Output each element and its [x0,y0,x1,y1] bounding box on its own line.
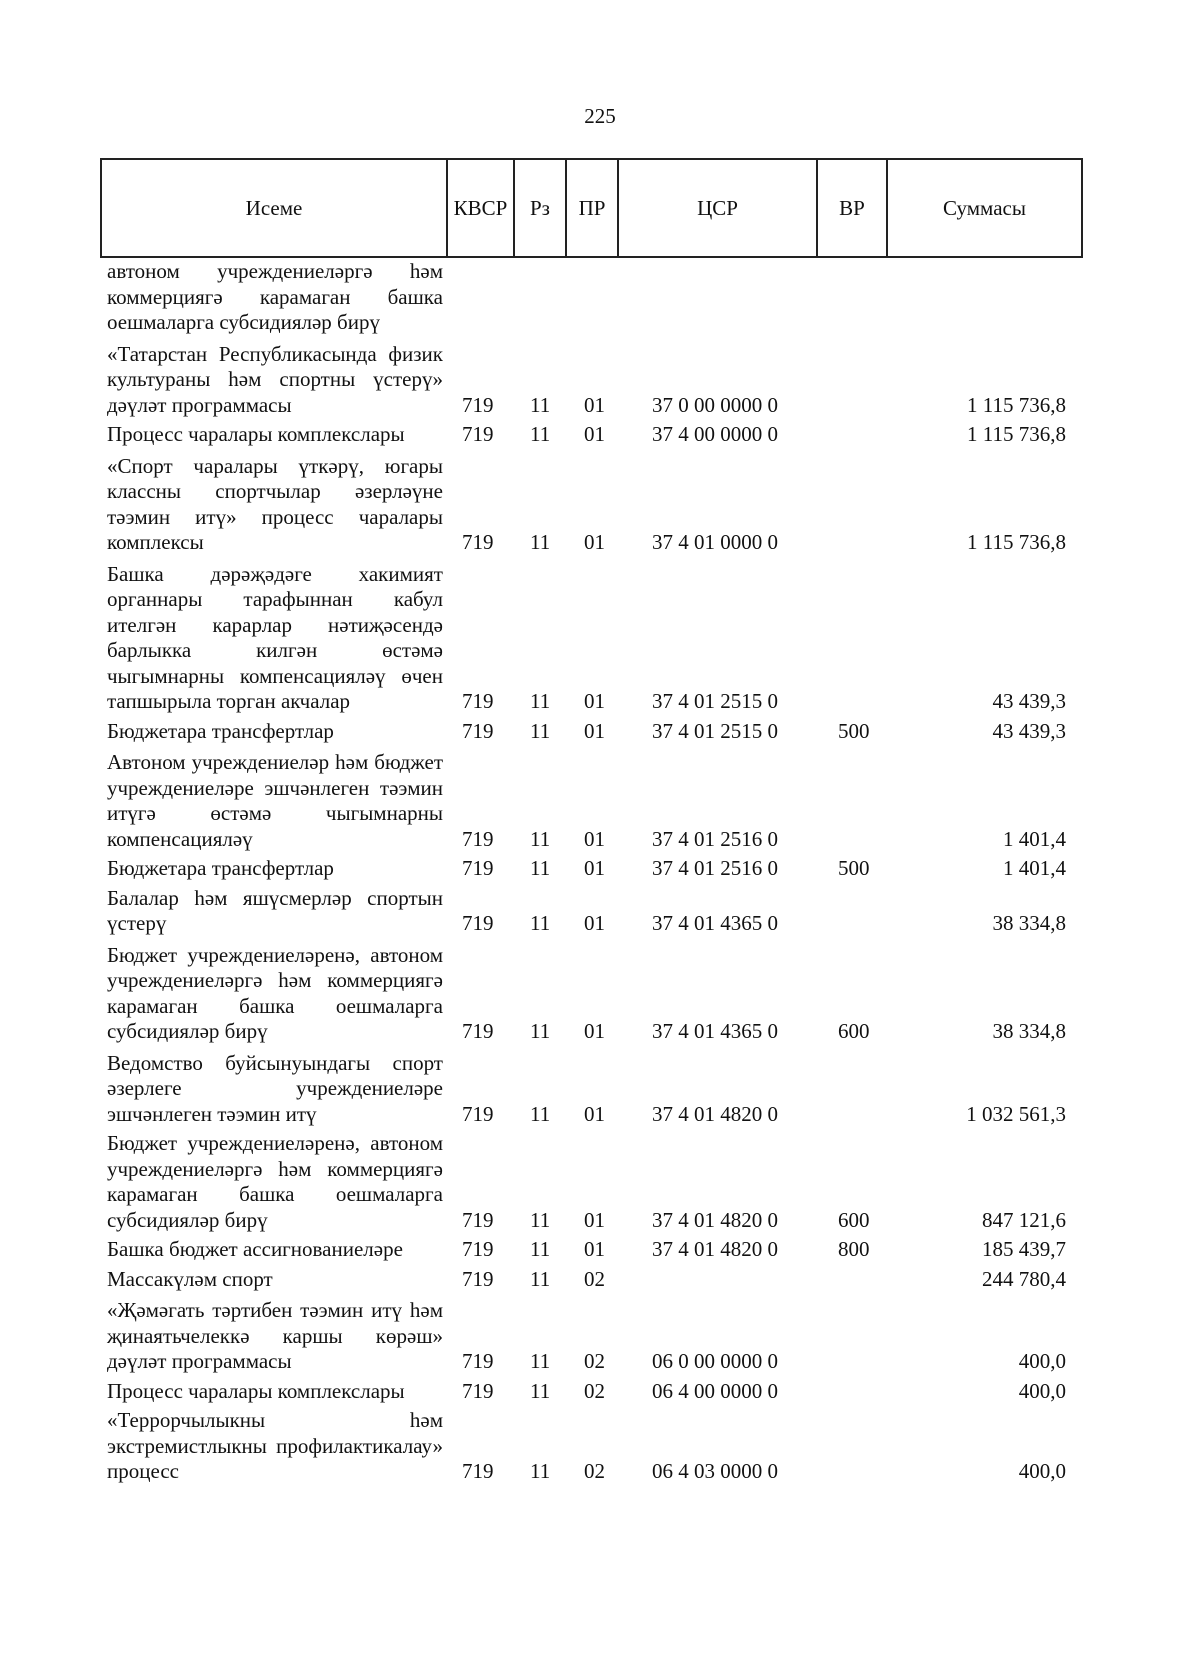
row-rz: 11 [530,1266,551,1291]
table-row [0,562,1200,715]
row-rz: 11 [530,1019,551,1043]
row-pr: 01 [584,422,605,446]
row-vr: 500 [838,718,870,743]
row-kvsr: 719 [462,1378,494,1403]
row-kvsr: 719 [462,422,494,446]
row-sum: 1 401,4 [1003,856,1066,880]
row-pr: 01 [584,856,605,880]
row-csr: 06 4 00 0000 0 [652,1378,778,1403]
row-name: «Террорчылыкны һәм экстремистлыкны профилактикалау» процесс [107,1408,443,1483]
row-csr: 37 4 01 4820 0 [652,1207,778,1232]
row-csr: 37 4 01 0000 0 [652,530,778,554]
row-sum: 1 032 561,3 [966,1101,1066,1126]
table-header [100,158,1083,258]
row-sum: 43 439,3 [992,718,1066,743]
row-pr: 01 [584,530,605,554]
row-rz: 11 [530,1101,551,1126]
header-pr: ПР [566,159,618,257]
table-row [0,856,1200,882]
row-rz: 11 [530,1237,551,1261]
row-csr: 37 4 01 2515 0 [652,718,778,743]
row-name: Бюджетара трансфертлар [107,718,334,743]
table-row [0,750,1200,852]
row-vr: 600 [838,1019,870,1043]
row-vr: 500 [838,856,870,880]
row-kvsr: 719 [462,1019,494,1043]
header-kvsr: КВСР [447,159,514,257]
row-csr: 06 0 00 0000 0 [652,1349,778,1373]
table-row [0,1267,1200,1293]
row-pr: 02 [584,1459,605,1483]
row-sum: 185 439,7 [982,1237,1066,1261]
row-csr: 37 4 01 2515 0 [652,689,778,713]
table-body [0,259,1200,1485]
table-row [0,719,1200,745]
row-rz: 11 [530,1378,551,1403]
row-sum: 38 334,8 [992,1019,1066,1043]
table-row [0,454,1200,556]
row-pr: 01 [584,1207,605,1232]
row-pr: 01 [584,1237,605,1261]
row-name: Бюджетара трансфертлар [107,856,334,880]
row-name: Бюджет учреждениеләренә, автоном учреждениеләргә һәм коммерциягә карамаган башка оешмаларга субсидияләр бирү [107,1131,443,1232]
row-kvsr: 719 [462,689,494,713]
row-name: Башка дәрәҗәдәге хакимият органнары тарафыннан кабул ителгән карарлар нәтиҗәсендә барлыкка килгән өстәмә чыгымнарны компенсацияләү өчен тапшырыла торган акчалар [107,561,443,713]
table-row [0,422,1200,448]
table-row [0,1408,1200,1485]
row-pr: 01 [584,1101,605,1126]
row-csr: 37 0 00 0000 0 [652,392,778,417]
row-sum: 400,0 [1018,1378,1066,1403]
row-rz: 11 [530,1349,551,1373]
row-rz: 11 [530,718,551,743]
row-kvsr: 719 [462,911,494,935]
row-name: «Спорт чаралары үткәрү, югары классны спортчылар әзерләүне тәэмин итү» процесс чаралары комплексы [107,453,443,554]
row-sum: 1 115 736,8 [967,392,1066,417]
row-vr: 800 [838,1237,870,1261]
row-pr: 01 [584,826,605,851]
row-sum: 400,0 [1018,1459,1066,1483]
row-kvsr: 719 [462,1207,494,1232]
row-rz: 11 [530,911,551,935]
row-sum: 1 401,4 [1003,826,1066,851]
row-pr: 01 [584,911,605,935]
row-sum: 1 115 736,8 [967,530,1066,554]
row-name: «Җәмәгать тәртибен тәэмин итү һәм җинаятьчелеккә каршы көрәш» дәүләт программасы [107,1298,443,1373]
row-csr: 37 4 01 4820 0 [652,1101,778,1126]
row-csr: 06 4 03 0000 0 [652,1459,778,1483]
table-row [0,886,1200,937]
row-vr: 600 [838,1207,870,1232]
table-row [0,342,1200,419]
row-name: Бюджет учреждениеләренә, автоном учреждениеләргә һәм коммерциягә карамаган башка оешмаларга субсидияләр бирү [107,942,443,1043]
row-pr: 02 [584,1378,605,1403]
row-csr: 37 4 01 2516 0 [652,856,778,880]
row-sum: 847 121,6 [982,1207,1066,1232]
row-rz: 11 [530,689,551,713]
row-kvsr: 719 [462,718,494,743]
row-name: Процесс чаралары комплекслары [107,1378,405,1403]
row-csr: 37 4 01 4820 0 [652,1237,778,1261]
row-pr: 01 [584,1019,605,1043]
row-kvsr: 719 [462,826,494,851]
table-row [0,1298,1200,1375]
table-row [0,259,1200,336]
table-row [0,1131,1200,1233]
row-sum: 244 780,4 [982,1266,1066,1291]
row-kvsr: 719 [462,1101,494,1126]
row-sum: 400,0 [1018,1349,1066,1373]
header-name: Исеме [101,159,447,257]
row-kvsr: 719 [462,530,494,554]
row-name: Массакүләм спорт [107,1266,273,1291]
row-csr: 37 4 00 0000 0 [652,422,778,446]
row-kvsr: 719 [462,392,494,417]
row-sum: 43 439,3 [992,689,1066,713]
row-name: Процесс чаралары комплекслары [107,422,405,446]
row-rz: 11 [530,530,551,554]
row-rz: 11 [530,826,551,851]
row-name: Ведомство буйсынуындагы спорт әзерлеге учреждениеләре эшчәнлеген тәэмин итү [107,1050,443,1126]
row-rz: 11 [530,1207,551,1232]
row-rz: 11 [530,1459,551,1483]
row-csr: 37 4 01 4365 0 [652,1019,778,1043]
row-csr: 37 4 01 4365 0 [652,911,778,935]
row-kvsr: 719 [462,1237,494,1261]
row-kvsr: 719 [462,856,494,880]
row-pr: 01 [584,689,605,713]
row-sum: 1 115 736,8 [967,422,1066,446]
header-sum: Суммасы [887,159,1082,257]
row-name: Башка бюджет ассигнованиеләре [107,1237,403,1261]
table-row [0,1379,1200,1405]
row-kvsr: 719 [462,1349,494,1373]
row-name: Автоном учреждениеләр һәм бюджет учреждениеләре эшчәнлеген тәэмин итүгә өстәмә чыгымнарны компенсацияләү [107,750,443,851]
page-number: 225 [584,104,616,128]
row-pr: 02 [584,1349,605,1373]
row-name: Балалар һәм яшүсмерләр спортын үстерү [107,885,443,935]
header-rz: Рз [514,159,566,257]
header-vr: ВР [817,159,887,257]
table-row [0,1051,1200,1128]
row-rz: 11 [530,422,551,446]
row-sum: 38 334,8 [992,911,1066,935]
table-row [0,943,1200,1045]
row-pr: 02 [584,1266,605,1291]
row-name: «Татарстан Республикасында физик культураны һәм спортны үстерү» дәүләт программасы [107,341,443,417]
table-row [0,1237,1200,1263]
row-rz: 11 [530,856,551,880]
row-kvsr: 719 [462,1459,494,1483]
row-pr: 01 [584,392,605,417]
row-csr: 37 4 01 2516 0 [652,826,778,851]
row-pr: 01 [584,718,605,743]
row-name: автоном учреждениеләргә һәм коммерциягә карамаган башка оешмаларга субсидияләр бирү [107,259,443,334]
row-rz: 11 [530,392,551,417]
header-csr: ЦСР [618,159,817,257]
row-kvsr: 719 [462,1266,494,1291]
